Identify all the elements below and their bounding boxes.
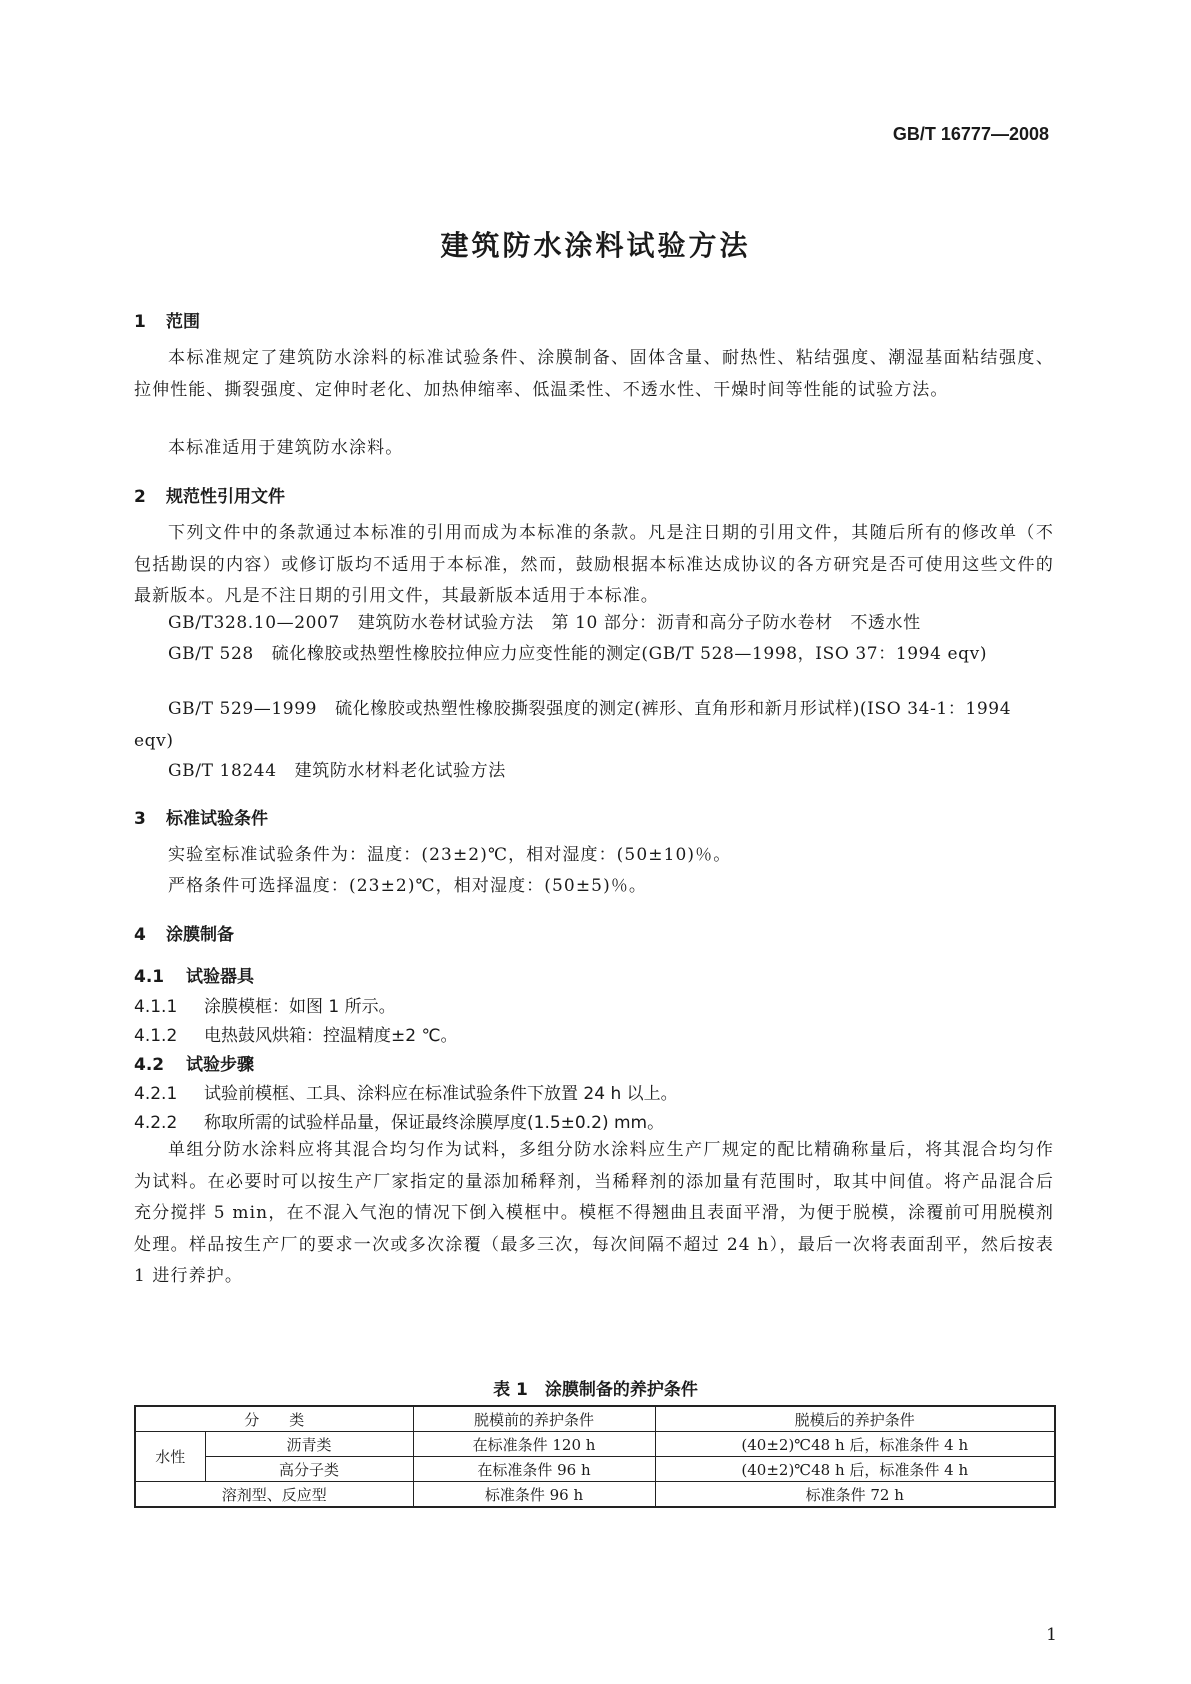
section-title: 规范性引用文件 <box>166 487 285 507</box>
page-number: 1 <box>1046 1625 1057 1645</box>
reference-item <box>134 608 1054 640</box>
section-heading-3 <box>134 804 268 829</box>
reference-code: GB/T 528 <box>168 644 254 664</box>
section-heading-2 <box>134 482 285 507</box>
reference-code: GB/T 529—1999 <box>168 699 318 719</box>
table-cell: (40±2)℃48 h 后，标准条件 4 h <box>655 1457 1055 1482</box>
table-cell: 沥青类 <box>205 1432 413 1457</box>
clause-text: 电热鼓风烘箱：控温精度±2 ℃。 <box>204 1026 458 1046</box>
section-title: 涂膜制备 <box>166 925 234 945</box>
reference-item <box>134 756 1054 788</box>
table-cell: 溶剂型、反应型 <box>135 1482 413 1508</box>
strict-conditions: 严格条件可选择温度：(23±2)℃，相对湿度：(50±5)％。 <box>168 876 648 896</box>
curing-conditions-table <box>134 1405 1056 1508</box>
clause-4-1-1 <box>134 992 396 1017</box>
table-header-row <box>135 1406 1055 1432</box>
reference-text: 建筑防水材料老化试验方法 <box>294 761 506 781</box>
reference-code: GB/T328.10—2007 <box>168 613 340 633</box>
table-row <box>135 1432 1055 1457</box>
subsection-number: 4.2 <box>134 1055 165 1075</box>
clause-4-1-2 <box>134 1021 458 1046</box>
clause-4-2-1 <box>134 1079 678 1104</box>
section-number: 2 <box>134 487 146 507</box>
scope-applicability: 本标准适用于建筑防水涂料。 <box>168 438 404 458</box>
table-header-cell: 分 类 <box>135 1406 413 1432</box>
table-cell: 标准条件 72 h <box>655 1482 1055 1508</box>
clause-4-2-2 <box>134 1108 664 1133</box>
preparation-paragraph: 单组分防水涂料应将其混合均匀作为试料，多组分防水涂料应生产厂规定的配比精确称量后，将其混合均匀作为试料。在必要时可以按生产厂家指定的量添加稀释剂，当稀释剂的添加量有范围时，取其中间值。将产品混合后充分搅拌 5 min，在不混入气泡的情况下倒入模框中。模框不得翘曲且表面平滑，为便于脱模，涂覆前可用脱模剂处理。样品按生产厂的要求一次或多次涂覆（最多三次，每次间隔不超过 24 h），最后一次将表面刮平，然后按表 1 进行养护。 <box>134 1140 1054 1286</box>
table-cell: 在标准条件 120 h <box>413 1432 655 1457</box>
table-caption: 表 1 涂膜制备的养护条件 <box>493 1380 698 1400</box>
table-cell: (40±2)℃48 h 后，标准条件 4 h <box>655 1432 1055 1457</box>
reference-text: 硫化橡胶或热塑性橡胶拉伸应力应变性能的测定(GB/T 528—1998，ISO 37：1994 eqv) <box>271 644 988 664</box>
section-heading-1 <box>134 307 200 332</box>
clause-number: 4.1.1 <box>134 997 178 1017</box>
reference-item <box>134 694 1054 757</box>
clause-number: 4.2.1 <box>134 1084 178 1104</box>
clause-number: 4.1.2 <box>134 1026 178 1046</box>
table-header-cell: 脱模后的养护条件 <box>655 1406 1055 1432</box>
section-number: 3 <box>134 809 146 829</box>
table-cell: 高分子类 <box>205 1457 413 1482</box>
standard-code: GB/T 16777—2008 <box>892 124 1049 144</box>
section-heading-4 <box>134 920 234 945</box>
scope-paragraph: 本标准规定了建筑防水涂料的标准试验条件、涂膜制备、固体含量、耐热性、粘结强度、潮湿基面粘结强度、拉伸性能、撕裂强度、定伸时老化、加热伸缩率、低温柔性、不透水性、干燥时间等性能的试验方法。 <box>134 348 1054 400</box>
table-row <box>135 1482 1055 1508</box>
subsection-number: 4.1 <box>134 967 165 987</box>
reference-item <box>134 639 1054 671</box>
reference-code: GB/T 18244 <box>168 761 277 781</box>
clause-text: 涂膜模框：如图 1 所示。 <box>204 997 396 1017</box>
section-number: 1 <box>134 312 146 332</box>
document-title: 建筑防水涂料试验方法 <box>440 229 751 262</box>
table-cell: 标准条件 96 h <box>413 1482 655 1508</box>
table-row <box>135 1457 1055 1482</box>
table-cell: 在标准条件 96 h <box>413 1457 655 1482</box>
section-number: 4 <box>134 925 146 945</box>
lab-conditions: 实验室标准试验条件为：温度：(23±2)℃，相对湿度：(50±10)％。 <box>168 845 732 865</box>
references-intro: 下列文件中的条款通过本标准的引用而成为本标准的条款。凡是注日期的引用文件，其随后所有的修改单（不包括勘误的内容）或修订版均不适用于本标准，然而，鼓励根据本标准达成协议的各方研究是否可使用这些文件的最新版本。凡是不注日期的引用文件，其最新版本适用于本标准。 <box>134 523 1054 606</box>
subsection-heading-4-1 <box>134 962 254 987</box>
group-label-cell: 水性 <box>135 1432 205 1482</box>
subsection-heading-4-2 <box>134 1050 254 1075</box>
section-title: 范围 <box>166 312 200 332</box>
clause-text: 试验前模框、工具、涂料应在标准试验条件下放置 24 h 以上。 <box>204 1084 678 1104</box>
table-header-cell: 脱模前的养护条件 <box>413 1406 655 1432</box>
subsection-title: 试验器具 <box>186 967 254 987</box>
reference-text: 建筑防水卷材试验方法 第 10 部分：沥青和高分子防水卷材 不透水性 <box>357 613 921 633</box>
subsection-title: 试验步骤 <box>186 1055 254 1075</box>
section-title: 标准试验条件 <box>166 809 268 829</box>
clause-number: 4.2.2 <box>134 1113 178 1133</box>
reference-text: 硫化橡胶或热塑性橡胶撕裂强度的测定(裤形、直角形和新月形试样)(ISO 34-1：1994 eqv) <box>134 699 1012 751</box>
clause-text: 称取所需的试验样品量，保证最终涂膜厚度(1.5±0.2) mm。 <box>204 1113 665 1133</box>
